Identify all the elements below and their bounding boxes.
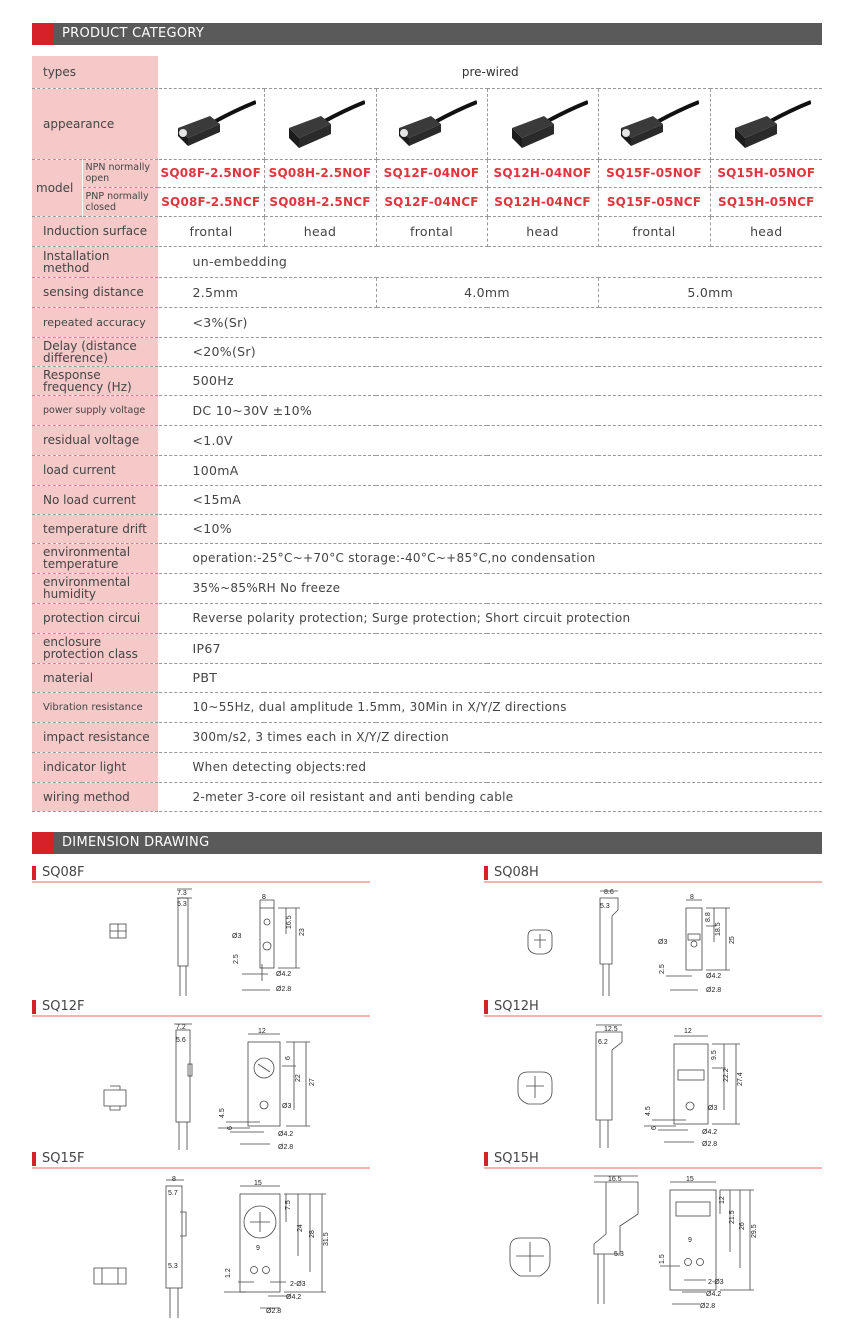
product-image [376,88,487,159]
section-title: PRODUCT CATEGORY [62,26,205,41]
row-spec [32,573,822,603]
row-label: wiring method [32,782,158,811]
svg-text:25: 25 [729,936,736,944]
svg-text:8: 8 [262,894,266,901]
row-label: No load current [32,485,158,514]
model-code: SQ12H-04NCF [487,187,598,216]
row-label: Response frequency (Hz) [32,366,158,395]
row-value: head [264,216,376,246]
dimension-drawing-sq15h [500,1172,760,1318]
svg-text:5.3: 5.3 [168,1263,178,1270]
drawing-header-sq12f: SQ12F [32,998,370,1016]
row-installation [32,246,822,277]
row-label: types [32,56,158,88]
row-value: pre-wired [158,56,822,88]
svg-text:22: 22 [295,1074,302,1082]
svg-text:18.5: 18.5 [715,922,722,936]
section-accent [32,23,54,45]
svg-text:Ø4.2: Ø4.2 [286,1294,302,1301]
model-code: SQ15F-05NCF [598,187,710,216]
svg-text:2.5: 2.5 [659,964,666,974]
product-image [710,88,822,159]
svg-text:16.5: 16.5 [286,915,293,929]
svg-text:Ø2.8: Ø2.8 [702,1141,718,1148]
svg-text:16.5: 16.5 [608,1176,622,1183]
row-appearance [32,88,822,159]
svg-text:23: 23 [299,928,306,936]
svg-text:5.3: 5.3 [600,903,610,910]
svg-text:2-Ø3: 2-Ø3 [708,1279,724,1286]
row-spec [32,782,822,811]
row-value: <20%(Sr) [158,337,822,366]
svg-text:7.5: 7.5 [285,1200,292,1210]
product-image [487,88,598,159]
svg-text:7.2: 7.2 [176,1024,186,1031]
row-types [32,56,822,88]
row-value: DC 10~30V ±10% [158,395,822,425]
svg-text:15: 15 [686,1176,694,1183]
svg-text:2-Ø3: 2-Ø3 [290,1281,306,1288]
row-value: un-embedding [158,246,822,277]
dimension-drawing-sq08h [520,886,750,996]
row-spec [32,603,822,633]
svg-text:12: 12 [258,1028,266,1035]
model-code: SQ08F-2.5NCF [158,187,264,216]
model-sub-label: NPN normally open [82,159,158,187]
drawing-header-sq15f: SQ15F [32,1150,370,1168]
drawing-header-sq08f: SQ08F [32,864,370,882]
row-value: <10% [158,514,822,543]
row-spec [32,395,822,425]
row-label: repeated accuracy [32,307,158,337]
svg-text:4.5: 4.5 [219,1108,226,1118]
row-value: <3%(Sr) [158,307,822,337]
svg-text:Ø4.2: Ø4.2 [276,971,292,978]
product-image [264,88,376,159]
svg-text:6.2: 6.2 [598,1039,608,1046]
svg-text:8.6: 8.6 [604,889,614,896]
dimension-drawing-sq12f [100,1020,330,1150]
row-spec [32,692,822,722]
model-code: SQ15H-05NCF [710,187,822,216]
svg-text:5.7: 5.7 [168,1190,178,1197]
model-sub-label: PNP normally closed [82,187,158,216]
svg-text:Ø4.2: Ø4.2 [706,973,722,980]
row-spec [32,366,822,395]
row-label: environmental humidity [32,573,158,603]
dimension-drawing-bar [32,832,822,854]
svg-text:5.3: 5.3 [177,901,187,908]
row-label: model [32,159,82,216]
row-spec [32,722,822,752]
row-value: 4.0mm [376,277,598,307]
model-code: SQ12F-04NOF [376,159,487,187]
row-label: appearance [32,88,158,159]
svg-text:29.5: 29.5 [751,1224,758,1238]
svg-text:4.5: 4.5 [645,1106,652,1116]
model-code: SQ12F-04NCF [376,187,487,216]
row-spec [32,633,822,663]
model-code: SQ12H-04NOF [487,159,598,187]
svg-text:12.5: 12.5 [604,1026,618,1033]
svg-text:9: 9 [688,1237,692,1244]
row-label: environmental temperature [32,543,158,573]
row-value: <1.0V [158,425,822,455]
svg-text:15: 15 [254,1180,262,1187]
svg-text:21.5: 21.5 [729,1210,736,1224]
svg-text:5.6: 5.6 [176,1037,186,1044]
row-label: residual voltage [32,425,158,455]
drawing-header-sq08h: SQ08H [484,864,822,882]
row-spec [32,337,822,366]
row-label: material [32,663,158,692]
row-label: enclosure protection class [32,633,158,663]
row-value: IP67 [158,633,822,663]
svg-text:Ø3: Ø3 [232,933,242,940]
svg-text:27: 27 [309,1078,316,1086]
dimension-drawing-sq12h [512,1020,752,1150]
row-value: Reverse polarity protection; Surge protection; Short circuit protection [158,603,822,633]
svg-text:Ø3: Ø3 [658,939,668,946]
model-code: SQ15F-05NOF [598,159,710,187]
row-spec [32,485,822,514]
svg-text:27.4: 27.4 [737,1072,744,1086]
svg-text:7.3: 7.3 [177,890,187,897]
row-value: 2-meter 3-core oil resistant and anti bending cable [158,782,822,811]
row-model-npn [32,159,822,187]
row-value: 300m/s2, 3 times each in X/Y/Z direction [158,722,822,752]
row-value: <15mA [158,485,822,514]
svg-text:12: 12 [719,1196,726,1204]
svg-text:9.5: 9.5 [711,1050,718,1060]
svg-text:28: 28 [309,1230,316,1238]
section-title: DIMENSION DRAWING [62,835,210,850]
row-spec [32,543,822,573]
row-value: frontal [158,216,264,246]
svg-text:1.5: 1.5 [659,1254,666,1264]
row-label: indicator light [32,752,158,782]
svg-text:9: 9 [256,1245,260,1252]
svg-text:2.5: 2.5 [233,954,240,964]
svg-text:31.5: 31.5 [323,1232,330,1246]
svg-text:8: 8 [690,894,694,901]
row-value: 35%~85%RH No freeze [158,573,822,603]
svg-text:Ø2.8: Ø2.8 [266,1308,282,1315]
drawing-header-sq12h: SQ12H [484,998,822,1016]
row-value: 500Hz [158,366,822,395]
svg-text:Ø2.8: Ø2.8 [278,1144,294,1150]
svg-text:8: 8 [172,1176,176,1183]
product-image [158,88,264,159]
row-label: sensing distance [32,277,158,307]
row-spec [32,455,822,485]
svg-text:Ø4.2: Ø4.2 [702,1129,718,1136]
svg-text:6: 6 [285,1056,292,1060]
section-accent [32,832,54,854]
row-label: load current [32,455,158,485]
svg-text:24: 24 [297,1224,304,1232]
model-code: SQ08F-2.5NOF [158,159,264,187]
row-label: impact resistance [32,722,158,752]
row-spec [32,752,822,782]
row-label: temperature drift [32,514,158,543]
row-value: frontal [598,216,710,246]
svg-text:22.2: 22.2 [723,1068,730,1082]
row-spec [32,663,822,692]
row-label: Induction surface [32,216,158,246]
row-value: 5.0mm [598,277,822,307]
row-induction [32,216,822,246]
svg-text:12: 12 [684,1028,692,1035]
row-value: operation:-25°C~+70°C storage:-40°C~+85°C,no condensation [158,543,822,573]
svg-text:6: 6 [651,1126,658,1130]
row-label: Installation method [32,246,158,277]
svg-text:Ø4.2: Ø4.2 [278,1131,294,1138]
dimension-drawing-sq15f [90,1172,340,1318]
row-label: power supply voltage [32,395,158,425]
row-value: head [487,216,598,246]
svg-text:6: 6 [227,1126,234,1130]
drawing-header-sq15h: SQ15H [484,1150,822,1168]
row-spec [32,514,822,543]
dimension-drawing-sq08f [100,886,320,996]
row-value: 2.5mm [158,277,376,307]
spec-table [32,56,822,812]
svg-text:5.3: 5.3 [614,1251,624,1258]
svg-text:8.8: 8.8 [705,912,712,922]
product-category-bar [32,23,822,45]
model-code: SQ08H-2.5NCF [264,187,376,216]
row-sensing [32,277,822,307]
svg-text:Ø4.2: Ø4.2 [706,1291,722,1298]
model-code: SQ15H-05NOF [710,159,822,187]
row-value: head [710,216,822,246]
svg-text:1.2: 1.2 [225,1268,232,1278]
row-value: PBT [158,663,822,692]
svg-text:Ø2.8: Ø2.8 [700,1303,716,1310]
svg-text:Ø3: Ø3 [282,1103,292,1110]
row-value: frontal [376,216,487,246]
svg-text:Ø2.8: Ø2.8 [706,987,722,994]
row-model-pnp [32,187,822,216]
row-value: When detecting objects:red [158,752,822,782]
row-value: 10~55Hz, dual amplitude 1.5mm, 30Min in X/Y/Z directions [158,692,822,722]
svg-text:26: 26 [739,1222,746,1230]
row-label: Vibration resistance [32,692,158,722]
row-value: 100mA [158,455,822,485]
model-code: SQ08H-2.5NOF [264,159,376,187]
row-label: protection circui [32,603,158,633]
svg-text:Ø2.8: Ø2.8 [276,986,292,993]
product-image [598,88,710,159]
row-spec [32,307,822,337]
svg-text:Ø3: Ø3 [708,1105,718,1112]
row-spec [32,425,822,455]
row-label: Delay (distance difference) [32,337,158,366]
